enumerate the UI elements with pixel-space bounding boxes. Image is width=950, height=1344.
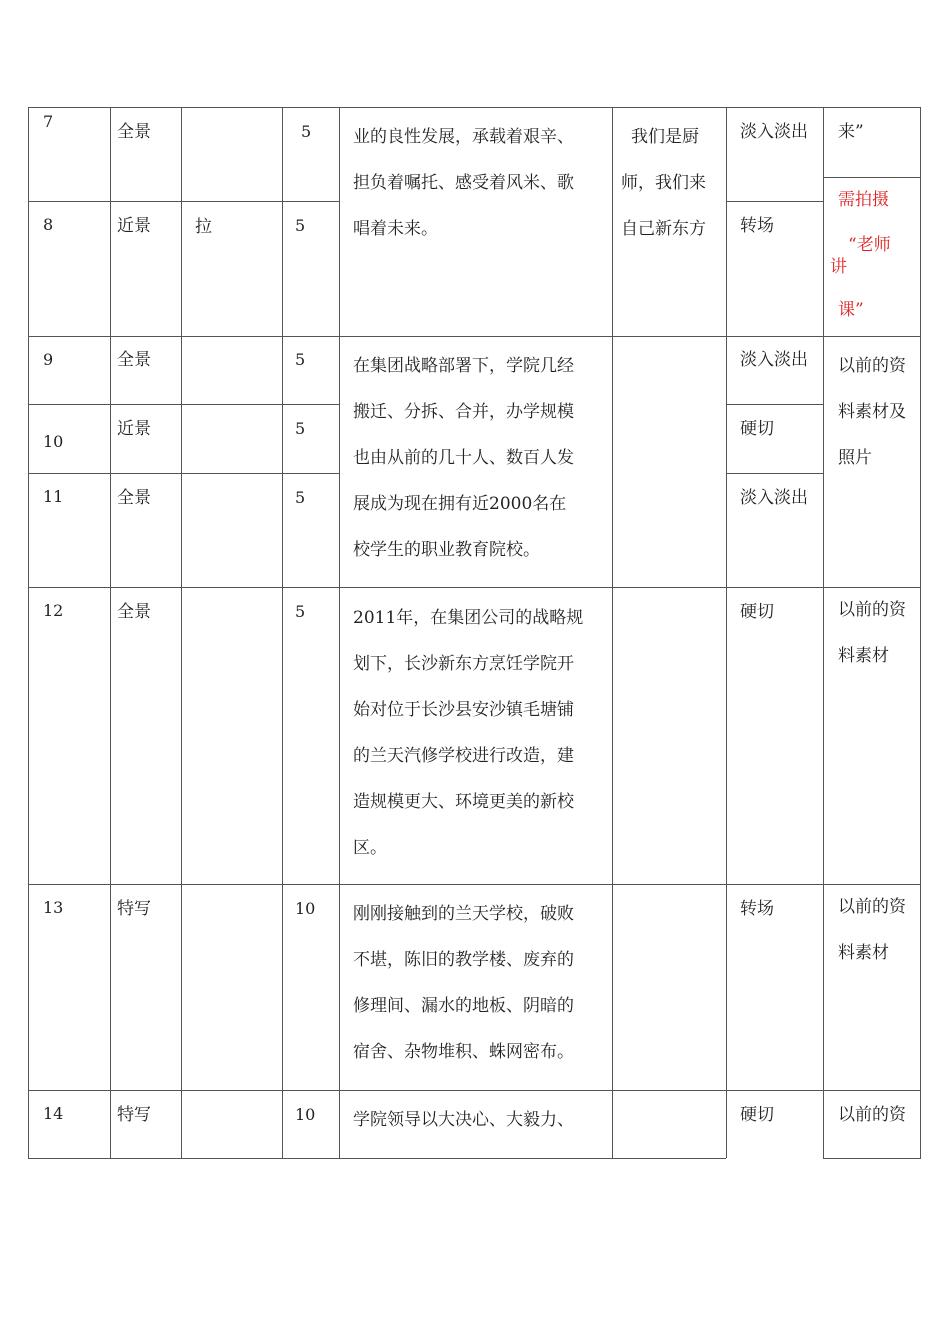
shot-number: 12 bbox=[43, 601, 64, 620]
grid-line bbox=[823, 177, 921, 178]
shot-number: 13 bbox=[43, 898, 64, 917]
transition-label: 转场 bbox=[740, 216, 774, 236]
grid-line bbox=[823, 107, 824, 1158]
grid-line bbox=[28, 107, 921, 108]
shot-size: 近景 bbox=[117, 216, 151, 236]
grid-line bbox=[920, 107, 921, 1158]
grid-line bbox=[28, 587, 921, 588]
shot-size: 全景 bbox=[117, 488, 151, 508]
shot-duration: 10 bbox=[295, 1105, 316, 1124]
grid-line bbox=[282, 107, 283, 1158]
grid-line bbox=[612, 107, 613, 1158]
shot-number: 14 bbox=[43, 1104, 64, 1123]
narration-text: 业的良性发展，承载着艰辛、 担负着嘱托、感受着风米、歌 唱着未来。 bbox=[353, 127, 574, 239]
shot-duration: 5 bbox=[295, 419, 306, 438]
dialogue-text: 我们是厨 师，我们来 自己新东方 bbox=[621, 127, 706, 239]
grid-line bbox=[726, 404, 824, 405]
note-text: 以前的资 bbox=[838, 1105, 906, 1125]
shot-size: 特写 bbox=[117, 899, 151, 919]
shot-number: 11 bbox=[43, 487, 64, 506]
note-highlight: 需拍摄 bbox=[838, 190, 889, 210]
shot-size: 全景 bbox=[117, 350, 151, 370]
grid-line bbox=[28, 404, 340, 405]
grid-line bbox=[28, 1090, 921, 1091]
shot-number: 9 bbox=[43, 350, 54, 369]
transition-label: 硬切 bbox=[740, 419, 774, 439]
shot-duration: 10 bbox=[295, 899, 316, 918]
note-highlight: “老师 bbox=[848, 235, 891, 255]
narration-text: 刚刚接触到的兰天学校，破败 不堪，陈旧的教学楼、废弃的 修理间、漏水的地板、阴暗的 宿舍、杂物堆积、蛛网密布。 bbox=[353, 904, 574, 1062]
transition-label: 淡入淡出 bbox=[740, 488, 808, 508]
grid-line bbox=[823, 1158, 921, 1159]
grid-line bbox=[726, 107, 727, 1158]
transition-label: 转场 bbox=[740, 899, 774, 919]
narration-text: 2011年，在集团公司的战略规 划下，长沙新东方烹饪学院开 始对位于长沙县安沙镇毛塘铺 的兰天汽修学校进行改造，建 造规模更大、环境更美的新校 区。 bbox=[353, 608, 584, 858]
note-text: 以前的资 料素材及 照片 bbox=[838, 356, 906, 468]
shot-size: 近景 bbox=[117, 419, 151, 439]
narration-text: 在集团战略部署下，学院几经 搬迁、分拆、合并，办学规模 也由从前的几十人、数百人发 展成为现在拥有近2000名在 校学生的职业教育院校。 bbox=[353, 356, 574, 560]
note-text: 以前的资 料素材 bbox=[838, 897, 906, 963]
shot-number: 8 bbox=[43, 215, 54, 234]
grid-line bbox=[181, 107, 182, 1158]
note-highlight: 课” bbox=[838, 300, 864, 320]
grid-line bbox=[110, 107, 111, 1158]
grid-line bbox=[28, 107, 29, 1158]
grid-line bbox=[28, 884, 921, 885]
grid-line bbox=[28, 201, 340, 202]
transition-label: 硬切 bbox=[740, 602, 774, 622]
shot-size: 特写 bbox=[117, 1105, 151, 1125]
note-text: 来” bbox=[838, 122, 864, 142]
note-highlight: 讲 bbox=[830, 257, 847, 277]
grid-line bbox=[28, 336, 921, 337]
grid-line bbox=[28, 1158, 726, 1159]
shot-duration: 5 bbox=[295, 488, 306, 507]
grid-line bbox=[726, 473, 824, 474]
transition-label: 硬切 bbox=[740, 1105, 774, 1125]
shot-size: 全景 bbox=[117, 122, 151, 142]
grid-line bbox=[726, 201, 824, 202]
note-text: 以前的资 料素材 bbox=[838, 600, 906, 666]
shot-size: 全景 bbox=[117, 602, 151, 622]
shot-duration: 5 bbox=[295, 350, 306, 369]
shot-number: 7 bbox=[43, 112, 54, 131]
narration-text: 学院领导以大决心、大毅力、 bbox=[353, 1110, 574, 1130]
shot-duration: 5 bbox=[295, 602, 306, 621]
grid-line bbox=[28, 473, 340, 474]
transition-label: 淡入淡出 bbox=[740, 122, 808, 142]
shot-number: 10 bbox=[43, 432, 64, 451]
shot-duration: 5 bbox=[295, 216, 306, 235]
grid-line bbox=[339, 107, 340, 1158]
camera-move: 拉 bbox=[195, 217, 212, 237]
shot-duration: 5 bbox=[301, 122, 312, 141]
transition-label: 淡入淡出 bbox=[740, 350, 808, 370]
